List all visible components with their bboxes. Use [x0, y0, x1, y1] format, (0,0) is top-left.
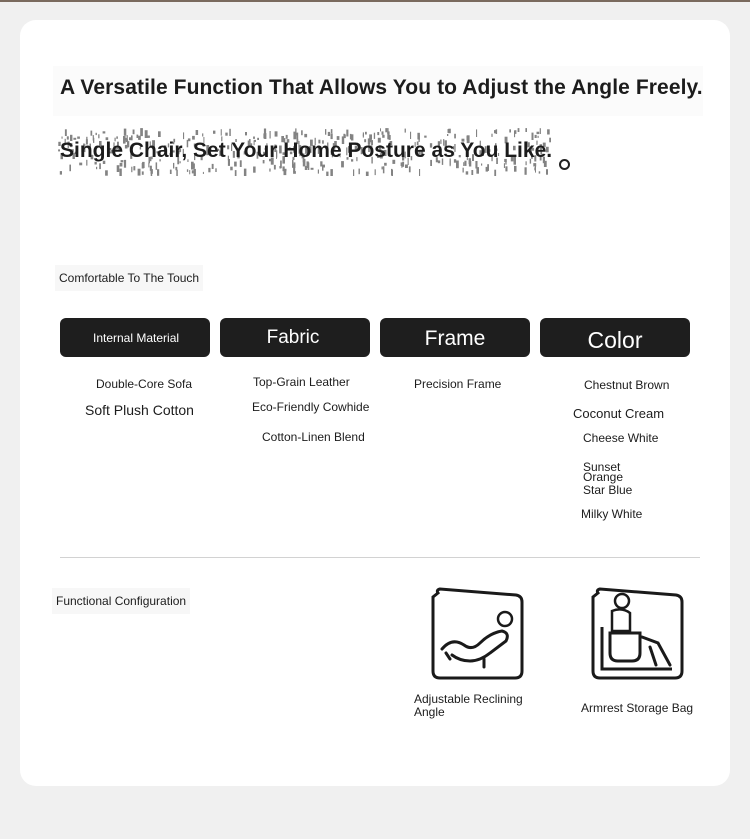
list-item: Cotton-Linen Blend	[262, 430, 365, 444]
armrest-storage-icon	[590, 587, 686, 681]
pill-label: Fabric	[266, 327, 320, 348]
list-item: Chestnut Brown	[584, 378, 670, 392]
headline-line-2: Single Chair, Set Your Home Posture as You Like.	[60, 139, 553, 162]
top-photo-strip	[0, 0, 750, 2]
list-item: Cheese White	[583, 431, 659, 445]
tab-color	[540, 318, 690, 357]
list-item: Eco-Friendly Cowhide	[252, 400, 370, 414]
tab-internal-material	[60, 318, 210, 357]
headline-line-1: A Versatile Function That Allows You to Adjust the Angle Freely.	[60, 76, 703, 99]
section-divider	[60, 557, 700, 558]
pill-label: Frame	[424, 327, 486, 350]
list-item: Orange	[583, 470, 624, 484]
pill-label: Internal Material	[93, 331, 180, 345]
circle-marker-icon	[559, 159, 570, 170]
list-item: Top-Grain Leather	[253, 375, 350, 389]
tab-frame	[380, 318, 530, 357]
functional-section-title: Functional Configuration	[52, 588, 190, 614]
list-item: Double-Core Sofa	[96, 377, 193, 391]
pill-label: Color	[587, 327, 643, 353]
list-item: Soft Plush Cotton	[85, 402, 194, 418]
list-item: Star Blue	[583, 483, 633, 497]
reclining-chair-icon	[430, 587, 526, 681]
list-item: Coconut Cream	[573, 406, 665, 421]
tab-fabric	[220, 318, 370, 357]
touch-section-title: Comfortable To The Touch	[55, 265, 203, 291]
list-item: Precision Frame	[414, 377, 502, 391]
feature-label: Armrest Storage Bag	[581, 701, 694, 715]
feature-label: Adjustable Reclining Angle	[414, 692, 523, 719]
list-item: Milky White	[581, 507, 643, 521]
list-item: Sunset	[583, 460, 621, 474]
